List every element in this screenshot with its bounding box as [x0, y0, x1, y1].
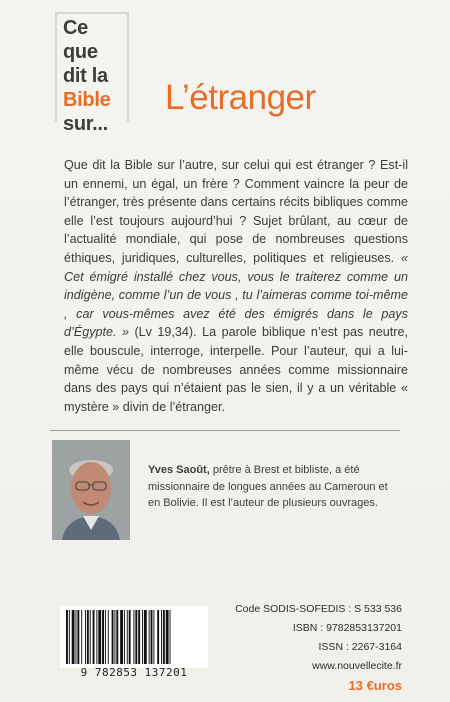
barcode-bar — [120, 610, 123, 664]
barcode-bar — [144, 610, 147, 664]
barcode-bar — [153, 610, 154, 664]
barcode-bar — [138, 610, 140, 664]
series-line-4: sur... — [63, 113, 108, 135]
barcode-bar — [135, 610, 137, 664]
barcode-bar — [149, 610, 150, 664]
publication-info — [202, 600, 402, 695]
barcode-bar — [142, 610, 143, 664]
barcode-bar — [133, 610, 134, 664]
barcode-bar — [166, 610, 169, 664]
barcode-bar — [87, 610, 89, 664]
summary-paragraph — [64, 156, 408, 416]
barcode-bar — [102, 610, 104, 664]
barcode-bar — [93, 610, 95, 664]
barcode-bar — [124, 610, 125, 664]
isbn-barcode — [60, 606, 208, 668]
barcode-digits: 9 782853 137201 — [80, 666, 188, 679]
book-title: L’étranger — [165, 78, 316, 117]
sodis-code: Code SODIS-SOFEDIS : S 533 536 — [235, 603, 402, 615]
barcode-bar — [161, 610, 162, 664]
barcode-bar — [85, 610, 86, 664]
summary-intro: Que dit la Bible sur l’autre, sur celui qui est étranger ? Est-il un ennemi, un égal, un frère ? Comment vaincre la peur de l’étranger, très présente dans certains récits bibliques comme elle l’est toujours aujourd’hui ? Sujet brûlant, au cœur de l’actualité mondiale, qui pose de nombreuses questions éthiques, juridiques, culturelles, politiques et religieuses. — [64, 158, 408, 265]
summary-text — [64, 156, 408, 416]
barcode-bar — [157, 610, 159, 664]
series-line-1: Ce que — [63, 17, 98, 63]
barcode-bar — [72, 610, 75, 664]
bible-quote: « Cet émigré installé chez vous, vous le traiterez comme un indigène, comme l’un de vous , tu l’aimeras comme toi-même , car vous-mêmes avez été des émigrés dans le pays d’Égypte. » — [64, 250, 408, 340]
barcode-bar — [112, 610, 114, 664]
barcode-bars — [60, 606, 208, 668]
publisher-website: www.nouvellecite.fr — [312, 660, 402, 672]
barcode-bar — [69, 610, 70, 664]
barcode-bar — [163, 610, 165, 664]
barcode-bar — [129, 610, 131, 664]
author-description: prêtre à Brest et bibliste, a été missionnaire de longues années au Cameroun et en Bolivie. Il est l’auteur de plusieurs ouvrages. — [148, 464, 388, 509]
barcode-bar — [108, 610, 109, 664]
barcode-bar — [76, 610, 77, 664]
barcode-bar — [98, 610, 101, 664]
author-portrait-image — [52, 440, 130, 540]
series-label-box — [55, 12, 129, 135]
barcode-bar — [77, 610, 79, 664]
section-divider — [50, 430, 400, 431]
summary-conclusion: (Lv 19,34). La parole biblique n’est pas neutre, elle bouscule, interroge, interpelle. Pour l’auteur, qui a lui-même vécu de nombreuses années comme missionnaire dans des pays qui n’étaient pas le sien, il y a un véritable « mystère » divin de l’étranger. — [64, 325, 408, 414]
barcode-bar — [114, 610, 115, 664]
barcode-bar — [96, 610, 97, 664]
barcode-bar — [116, 610, 118, 664]
author-photo — [52, 440, 130, 540]
barcode-bar — [81, 610, 82, 664]
series-line-3: Bible — [63, 89, 111, 111]
author-bio — [148, 462, 396, 512]
series-line-2: dit la — [63, 65, 108, 87]
barcode-bar — [127, 610, 128, 664]
barcode-bar — [170, 610, 171, 664]
price: 13 €uros — [348, 678, 402, 693]
isbn-number: ISBN : 9782853137201 — [292, 622, 402, 634]
barcode-bar — [151, 610, 153, 664]
barcode-bar — [66, 610, 68, 664]
barcode-bar — [105, 610, 106, 664]
issn-number: ISSN : 2267-3164 — [318, 641, 402, 653]
author-name: Yves Saoût, — [148, 464, 210, 476]
barcode-bar — [90, 610, 91, 664]
